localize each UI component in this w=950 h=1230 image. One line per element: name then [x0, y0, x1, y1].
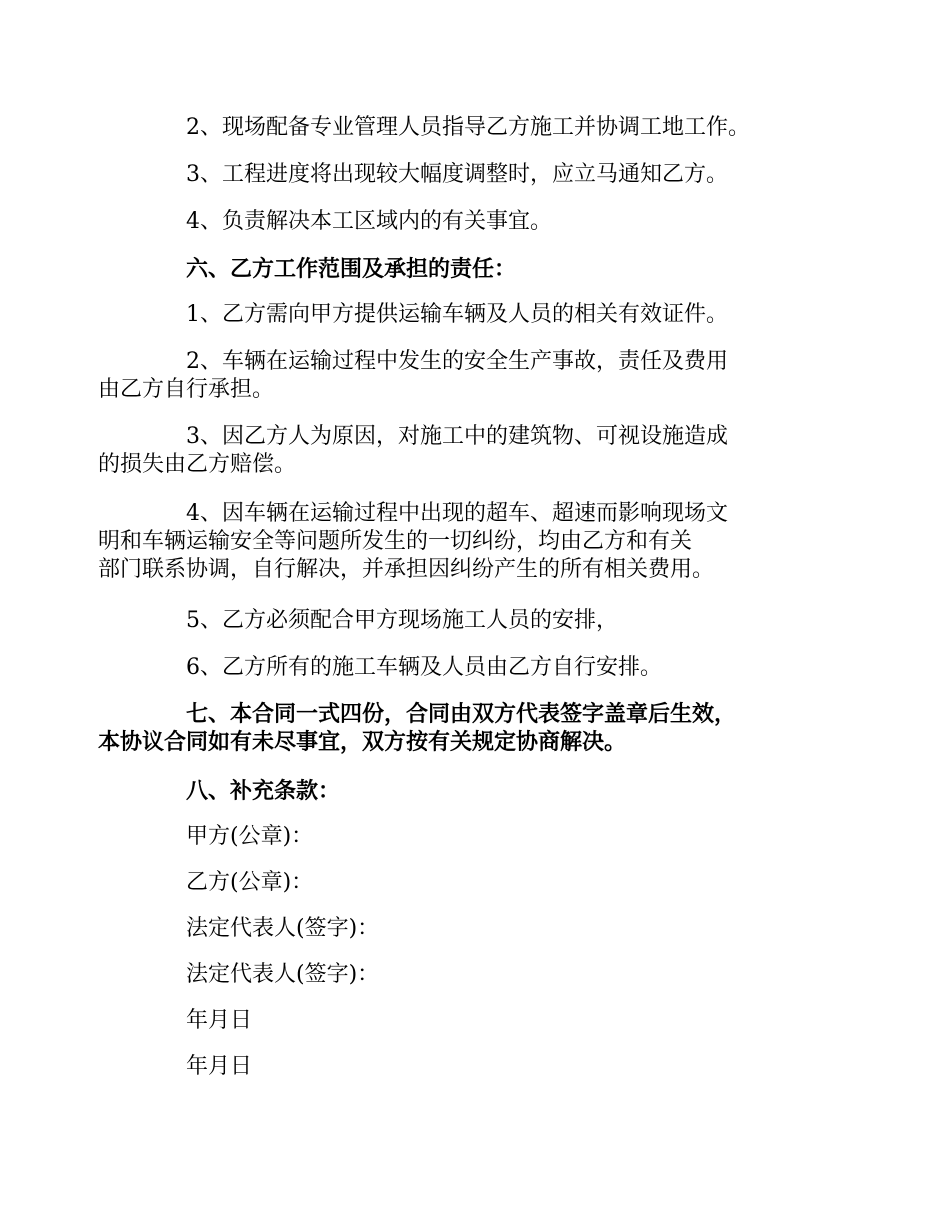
paragraph-line: 年月日 [186, 1054, 253, 1079]
paragraph-line: 5、乙方必须配合甲方现场施工人员的安排， [186, 608, 618, 633]
legal-rep-signature-line-b [142, 962, 832, 988]
paragraph-line: 2、现场配备专业管理人员指导乙方施工并协调工地工作。 [186, 115, 750, 140]
paragraph-line: 法定代表人(签字)： [186, 916, 380, 941]
paragraph-line: 2、车辆在运输过程中发生的安全生产事故，责任及费用 [186, 349, 728, 374]
section-8-supplementary-terms [142, 778, 832, 804]
section-7-contract-copies [98, 701, 832, 755]
paragraph-line: 甲方(公章)： [186, 824, 314, 849]
section-6-heading [142, 256, 832, 282]
paragraph-line: 4、因车辆在运输过程中出现的超车、超速而影响现场文 [186, 501, 728, 526]
paragraph-line: 3、工程进度将出现较大幅度调整时，应立马通知乙方。 [186, 162, 728, 187]
clause-2-management-staff [142, 115, 832, 141]
party-b-seal-line [142, 870, 832, 896]
paragraph-line: 由乙方自行承担。 [98, 377, 275, 402]
paragraph-line: 3、因乙方人为原因，对施工中的建筑物、可视设施造成 [186, 424, 728, 449]
paragraph-line: 乙方(公章)： [186, 870, 314, 895]
paragraph-line: 本协议合同如有未尽事宜，双方按有关规定协商解决。 [98, 729, 627, 755]
paragraph-line: 年月日 [186, 1008, 253, 1033]
paragraph-line: 部门联系协调，自行解决，并承担因纠纷产生的所有相关费用。 [98, 557, 715, 582]
paragraph-line: 4、负责解决本工区域内的有关事宜。 [186, 209, 552, 234]
paragraph-line: 七、本合同一式四份，合同由双方代表签字盖章后生效， [186, 701, 737, 727]
paragraph-line: 八、补充条款： [186, 778, 341, 804]
legal-rep-signature-line-a [142, 916, 832, 942]
clause-2-accident-liability [98, 349, 832, 403]
clause-5-cooperation [142, 608, 832, 634]
date-line-a [142, 1008, 832, 1034]
clause-6-vehicle-arrangement [142, 655, 832, 681]
date-line-b [142, 1054, 832, 1080]
clause-4-area-matters [142, 209, 832, 235]
paragraph-line: 的损失由乙方赔偿。 [98, 452, 297, 477]
clause-3-schedule-adjustment [142, 162, 832, 188]
clause-3-damage-compensation [98, 424, 832, 478]
party-a-seal-line [142, 824, 832, 850]
paragraph-line: 1、乙方需向甲方提供运输车辆及人员的相关有效证件。 [186, 302, 728, 327]
paragraph-line: 明和车辆运输安全等问题所发生的一切纠纷，均由乙方和有关 [98, 529, 693, 554]
clause-1-documents [142, 302, 832, 328]
paragraph-line: 法定代表人(签字)： [186, 962, 380, 987]
paragraph-line: 六、乙方工作范围及承担的责任： [186, 256, 517, 282]
clause-4-dispute-resolution [98, 501, 832, 583]
paragraph-line: 6、乙方所有的施工车辆及人员由乙方自行安排。 [186, 655, 662, 680]
